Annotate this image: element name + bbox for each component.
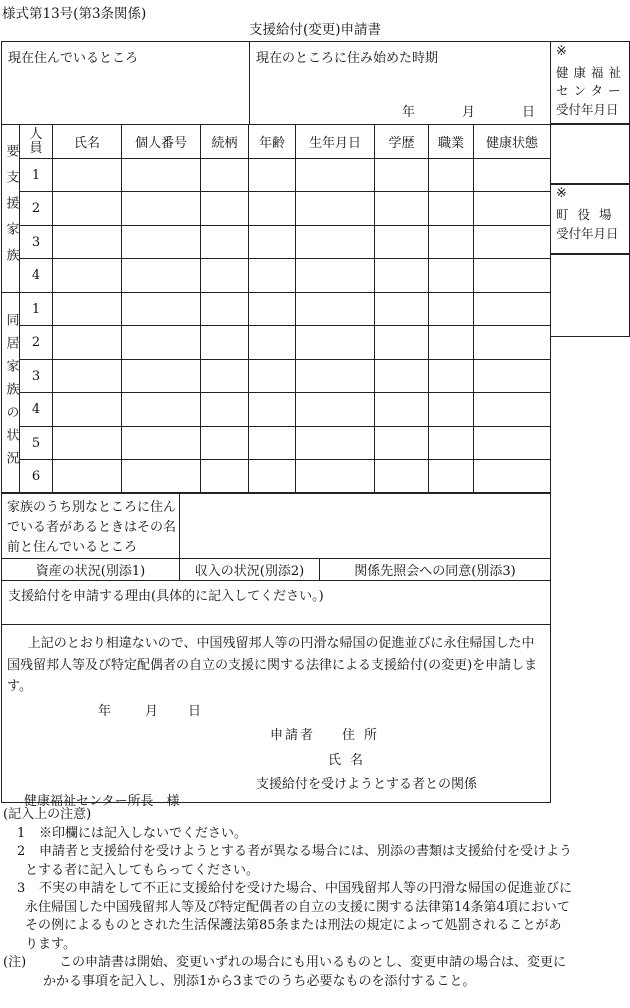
row-number: 5: [20, 427, 53, 460]
attachment-income[interactable]: 収入の状況(別添2): [180, 559, 320, 581]
table-row: [2, 460, 551, 494]
footnote: (注) この申請書は開始、変更いずれの場合にも用いるものとし、変更申請の場合は、変更に かかる事項を記入し、別添1から3までのうち必要なものを添付すること。: [3, 955, 567, 989]
col-header-name: 氏名: [53, 125, 122, 159]
applicant-name-label: 氏名: [328, 753, 373, 768]
row-number: 3: [20, 360, 53, 393]
col-header-birthdate: 生年月日: [296, 125, 375, 159]
health-center-receipt-line3: 受付年月日: [556, 102, 619, 117]
table-row: [2, 326, 551, 360]
support-family-group-label: 要支援家族: [2, 125, 20, 293]
table-row: [2, 259, 551, 293]
row-number: 4: [20, 393, 53, 427]
table-row: [2, 159, 551, 192]
residence-since-label: 現在のところに住み始めた時期: [256, 51, 439, 66]
notes-section: [3, 806, 628, 991]
applicant-address-label: 住所: [342, 728, 387, 743]
table-row: [2, 226, 551, 259]
family-table: [1, 124, 551, 494]
form-title: 支援給付(変更)申請書: [248, 22, 382, 38]
health-center-receipt-line1: 健康福祉: [556, 65, 627, 80]
stamp-mark: ※: [556, 44, 567, 59]
town-office-receipt-stamp-area: [550, 253, 630, 337]
col-header-education: 学歴: [375, 125, 429, 159]
addressee: 健康福祉センター所長 様: [24, 794, 180, 809]
reason-label: 支援給付を申請する理由(具体的に記入してください。): [8, 589, 324, 604]
table-row: [2, 293, 551, 326]
separate-family-label-cell: [2, 493, 180, 559]
table-row: [2, 427, 551, 460]
note-3: 3 不実の申請をして不正に支援給付を受けた場合、中国残留邦人等の円滑な帰国の促進並びに 永住帰国した中国残留邦人等及び特定配偶者の自立の支援に関する法律第14条第4項において その例によるものとされた生活保護法第85条または刑法の規定によって処罰されることがあ ります。: [17, 881, 573, 952]
attachment-consent[interactable]: 関係先照会への同意(別添3): [320, 559, 551, 581]
since-month-label: 月: [462, 105, 476, 120]
health-center-receipt-line2: センター: [556, 83, 626, 98]
health-center-receipt-stamp-area: [550, 123, 630, 185]
col-header-personal-number: 個人番号: [122, 125, 201, 159]
since-day-label: 日: [522, 105, 536, 120]
note-2: 2 申請者と支援給付を受けようとする者が異なる場合には、別添の書類は支援給付を受けよう とする者に記入してもらってください。: [17, 844, 573, 878]
row-number: 3: [20, 226, 53, 259]
declaration-block: [2, 625, 551, 809]
form-number: 様式第13号(第3条関係): [2, 6, 147, 22]
row-number: 1: [20, 159, 53, 192]
health-center-receipt-box: [550, 41, 630, 125]
row-number: 4: [20, 259, 53, 293]
table-row: [2, 393, 551, 427]
table-row: [2, 360, 551, 393]
row-number: 1: [20, 293, 53, 326]
relationship-label: 支援給付を受けようとする者との関係: [256, 777, 478, 792]
cohabiting-family-group-label: 同居家族の状況: [2, 293, 20, 494]
town-office-receipt-line1: 町役場: [556, 207, 621, 222]
notes-title: (記入上の注意): [3, 807, 92, 822]
row-number: 2: [20, 192, 53, 226]
decl-year-label: 年: [98, 704, 112, 719]
town-office-receipt-box: [550, 183, 630, 255]
separate-family-label: 家族のうち別なところに住んでいる者があるときはその名前と住んでいるところ: [7, 500, 177, 555]
lower-section: [1, 492, 551, 809]
residence-since-field[interactable]: [250, 42, 551, 125]
people-header: 人員: [20, 125, 53, 159]
stamp-mark-town: ※: [556, 186, 567, 201]
decl-day-label: 日: [188, 704, 202, 719]
current-address-field[interactable]: [2, 42, 250, 125]
row-number: 6: [20, 460, 53, 494]
address-section: [1, 41, 551, 125]
town-office-receipt-line2: 受付年月日: [556, 226, 619, 241]
col-header-health: 健康状態: [474, 125, 551, 159]
since-year-label: 年: [402, 105, 416, 120]
reason-field[interactable]: [2, 581, 551, 625]
note-1: 1 ※印欄には記入しないでください。: [17, 825, 248, 841]
col-header-occupation: 職業: [429, 125, 474, 159]
decl-month-label: 月: [145, 704, 159, 719]
col-header-age: 年齢: [249, 125, 296, 159]
col-header-relationship: 続柄: [201, 125, 249, 159]
row-number: 2: [20, 326, 53, 360]
applicant-label: 申請者: [270, 728, 316, 743]
attachment-assets[interactable]: 資産の状況(別添1): [2, 559, 180, 581]
declaration-text: 上記のとおり相違ないので、中国残留邦人等の円滑な帰国の促進並びに永住帰国した中国残留邦人等及び特定配偶者の自立の支援に関する法律による支援給付(の変更)を申請します。: [7, 636, 538, 694]
table-row: [2, 192, 551, 226]
current-address-label: 現在住んでいるところ: [8, 51, 139, 66]
separate-family-field[interactable]: [180, 493, 551, 559]
